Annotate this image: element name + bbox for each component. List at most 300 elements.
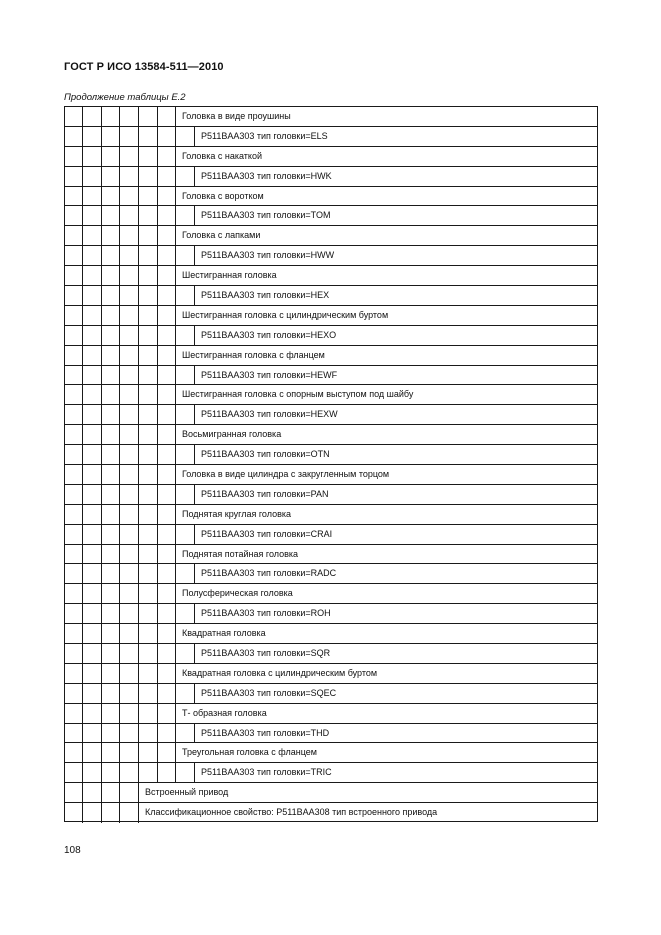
table-rule [101,563,102,584]
table-rule [101,245,102,266]
table-rule [119,603,120,624]
table-rule [157,504,158,525]
table-rule [64,205,598,206]
table-rule [157,265,158,286]
table-row-text: Шестигранная головка с цилиндрическим буртом [182,309,389,320]
table-rule [101,186,102,207]
table-rule [157,424,158,445]
table-rule [157,444,158,465]
table-rule [138,384,139,405]
classification-table [64,106,598,822]
table-row-text: P511BAA303 тип головки=RADC [201,568,337,579]
table-rule [101,643,102,664]
table-rule [82,365,83,386]
table-rule [157,404,158,425]
table-rule [119,484,120,505]
table-rule [64,504,598,505]
table-rule [175,643,176,664]
table-rule [157,563,158,584]
table-rule [157,742,158,763]
table-rule [119,623,120,644]
table-rule [175,544,176,565]
table-rule [157,285,158,306]
table-rule [157,106,158,127]
table-rule [82,384,83,405]
table-rule [175,464,176,485]
table-rule [194,524,195,545]
table-rule [119,703,120,724]
table-rule [175,305,176,326]
table-row-text: Классификационное свойство: P511BAA308 тип встроенного привода [145,807,438,818]
table-row-text: P511BAA303 тип головки=HEWF [201,369,338,380]
table-rule [138,265,139,286]
table-rule [64,802,598,803]
table-rule [82,782,83,803]
table-rule [175,106,176,127]
table-rule [157,663,158,684]
table-rule [101,166,102,187]
table-rule [175,126,176,147]
table-rule [64,762,598,763]
table-rule [175,186,176,207]
table-rule [64,424,598,425]
table-rule [138,742,139,763]
table-rule [101,762,102,783]
table-rule [175,245,176,266]
table-rule [119,365,120,386]
table-rule [138,802,139,823]
table-rule [175,285,176,306]
table-rule [82,345,83,366]
table-rule [64,225,598,226]
table-rule [194,404,195,425]
table-rule [157,225,158,246]
table-rule [64,703,598,704]
table-rule [138,683,139,704]
table-row-text: Треугольная головка с фланцем [182,747,317,758]
table-rule [64,544,598,545]
table-rule [82,245,83,266]
table-rule [175,205,176,226]
table-rule [138,623,139,644]
table-rule [119,404,120,425]
table-row-text: Восьмигранная головка [182,429,282,440]
table-rule [138,464,139,485]
table-rule [82,723,83,744]
table-rule [175,663,176,684]
table-rule [119,285,120,306]
table-rule [101,325,102,346]
table-row-text: P511BAA303 тип головки=TRIC [201,767,332,778]
table-row-text: P511BAA303 тип головки=HEXO [201,329,337,340]
table-rule [157,524,158,545]
table-rule [119,205,120,226]
table-rule [119,583,120,604]
table-rule [119,126,120,147]
table-rule [64,305,598,306]
table-rule [138,126,139,147]
page-number: 108 [64,845,81,856]
table-row-text: Головка с воротком [182,190,264,201]
table-rule [101,126,102,147]
table-rule [157,762,158,783]
table-rule [138,345,139,366]
table-rule [64,583,598,584]
table-rule [119,186,120,207]
table-row-text: P511BAA303 тип головки=TOM [201,210,331,221]
table-rule [64,126,598,127]
table-rule [157,345,158,366]
table-rule [157,384,158,405]
table-rule [157,464,158,485]
table-rule [64,643,598,644]
table-rule [64,384,598,385]
table-row-text: Т- образная головка [182,707,267,718]
table-rule [82,285,83,306]
table-rule [119,106,120,127]
table-rule [175,225,176,246]
table-rule [138,225,139,246]
table-rule [82,603,83,624]
table-rule [175,504,176,525]
table-rule [119,345,120,366]
table-rule [119,742,120,763]
table-rule [64,723,598,724]
table-row-text: P511BAA303 тип головки=THD [201,727,330,738]
table-rule [82,663,83,684]
table-row-text: P511BAA303 тип головки=SQEC [201,687,337,698]
table-rule [157,623,158,644]
table-rule [175,583,176,604]
table-rule [64,345,598,346]
table-rule [101,305,102,326]
table-row-text: Поднятая потайная головка [182,548,299,559]
table-rule [119,464,120,485]
table-rule [101,544,102,565]
table-row-text: Шестигранная головка [182,270,277,281]
table-rule [64,742,598,743]
table-rule [175,603,176,624]
table-rule [82,464,83,485]
table-rule [175,762,176,783]
table-rule [64,524,598,525]
document-header: ГОСТ Р ИСО 13584-511—2010 [64,61,224,73]
table-rule [64,186,598,187]
table-row-text: P511BAA303 тип головки=HEXW [201,409,338,420]
table-row-text: Головка с лапками [182,230,261,241]
table-rule [138,106,139,127]
table-rule [82,325,83,346]
table-row-text: Поднятая круглая головка [182,508,292,519]
table-row-text: Встроенный привод [145,787,229,798]
table-rule [138,723,139,744]
table-caption: Продолжение таблицы Е.2 [64,92,186,103]
table-rule [82,742,83,763]
table-rule [157,603,158,624]
table-rule [82,424,83,445]
table-rule [101,384,102,405]
table-rule [82,802,83,823]
table-rule [101,444,102,465]
table-rule [138,643,139,664]
table-rule [157,484,158,505]
table-rule [157,643,158,664]
table-rule [175,703,176,724]
table-rule [157,723,158,744]
table-rule [101,345,102,366]
table-rule [101,742,102,763]
table-rule [82,683,83,704]
table-rule [119,802,120,823]
table-rule [119,762,120,783]
table-rule [64,623,598,624]
table-rule [138,365,139,386]
table-rule [138,563,139,584]
table-rule [157,126,158,147]
table-rule [194,444,195,465]
table-row-text: P511BAA303 тип головки=ROH [201,608,331,619]
table-rule [194,205,195,226]
table-rule [82,225,83,246]
table-row-text: P511BAA303 тип головки=ELS [201,130,328,141]
table-rule [101,365,102,386]
table-rule [138,544,139,565]
table-rule [157,245,158,266]
table-rule [64,285,598,286]
table-rule [119,524,120,545]
table-rule [194,723,195,744]
table-rule [64,146,598,147]
table-rule [64,404,598,405]
table-rule [82,305,83,326]
table-rule [138,524,139,545]
table-rule [119,384,120,405]
table-rule [194,285,195,306]
table-rule [138,444,139,465]
table-rule [138,782,139,803]
table-rule [138,166,139,187]
table-rule [101,782,102,803]
table-rule [175,384,176,405]
table-rule [157,166,158,187]
table-rule [64,484,598,485]
table-rule [157,683,158,704]
table-rule [119,225,120,246]
table-row-text: P511BAA303 тип головки=HWK [201,170,332,181]
table-rule [82,484,83,505]
table-rule [175,563,176,584]
table-rule [157,186,158,207]
table-row-text: Шестигранная головка с опорным выступом под шайбу [182,389,414,400]
table-rule [175,723,176,744]
table-rule [101,404,102,425]
table-rule [119,265,120,286]
table-rule [194,126,195,147]
table-rule [64,444,598,445]
table-rule [175,444,176,465]
table-rule [82,106,83,127]
table-rule [64,563,598,564]
table-row-text: Головка в виде проушины [182,110,291,121]
table-row-text: Полусферическая головка [182,588,293,599]
table-row-text: P511BAA303 тип головки=CRAI [201,528,333,539]
table-rule [101,802,102,823]
table-rule [101,663,102,684]
table-rule [119,663,120,684]
table-row-text: P511BAA303 тип головки=PAN [201,488,329,499]
table-rule [138,603,139,624]
table-rule [175,146,176,167]
table-rule [101,524,102,545]
table-rule [64,683,598,684]
table-rule [138,305,139,326]
table-rule [82,404,83,425]
table-rule [138,186,139,207]
table-rule [138,703,139,724]
table-rule [82,126,83,147]
table-rule [64,663,598,664]
table-rule [175,404,176,425]
table-rule [138,583,139,604]
table-rule [119,325,120,346]
table-rule [138,245,139,266]
table-rule [175,683,176,704]
table-rule [101,603,102,624]
table-rule [119,782,120,803]
table-rule [101,225,102,246]
table-rule [194,643,195,664]
table-rule [119,146,120,167]
table-rule [82,583,83,604]
table-rule [175,484,176,505]
table-rule [157,365,158,386]
table-rule [175,265,176,286]
table-rule [101,205,102,226]
table-rule [138,325,139,346]
table-rule [157,703,158,724]
table-rule [157,583,158,604]
table-rule [119,723,120,744]
table-rule [101,623,102,644]
table-rule [101,504,102,525]
table-rule [82,504,83,525]
table-rule [157,205,158,226]
table-rule [119,683,120,704]
table-rule [138,404,139,425]
table-rule [64,245,598,246]
table-rule [194,245,195,266]
table-rule [82,762,83,783]
table-row-text: Головка в виде цилиндра с закругленным торцом [182,468,390,479]
table-rule [194,365,195,386]
table-rule [138,504,139,525]
table-rule [194,484,195,505]
table-rule [101,683,102,704]
table-rule [82,444,83,465]
table-rule [64,603,598,604]
table-row-text: P511BAA303 тип головки=HEX [201,289,330,300]
table-rule [138,762,139,783]
table-rule [119,424,120,445]
table-rule [138,424,139,445]
table-row-text: P511BAA303 тип головки=HWW [201,250,335,261]
table-rule [101,265,102,286]
table-rule [119,305,120,326]
table-rule [119,504,120,525]
table-rule [64,821,598,822]
table-row-text: P511BAA303 тип головки=OTN [201,449,330,460]
table-rule [64,782,598,783]
table-rule [101,424,102,445]
table-rule [101,583,102,604]
table-rule [119,563,120,584]
table-rule [194,166,195,187]
table-rule [175,325,176,346]
table-rule [101,484,102,505]
table-rule [82,643,83,664]
table-rule [82,166,83,187]
table-rule [175,742,176,763]
table-row-text: Квадратная головка [182,628,266,639]
table-rule [82,563,83,584]
table-rule [64,265,598,266]
table-rule [119,245,120,266]
table-rule [138,663,139,684]
table-row-text: Головка с накаткой [182,150,262,161]
table-rule [194,603,195,624]
table-rule [64,106,598,107]
table-rule [138,205,139,226]
table-rule [157,544,158,565]
table-rule [101,146,102,167]
table-rule [194,762,195,783]
table-rule [138,484,139,505]
table-rule [175,623,176,644]
table-rule [82,205,83,226]
table-rule [64,325,598,326]
table-row-text: Шестигранная головка с фланцем [182,349,325,360]
table-rule [82,265,83,286]
table-rule [82,623,83,644]
table-rule [157,305,158,326]
table-rule [82,524,83,545]
table-rule [64,464,598,465]
table-rule [175,365,176,386]
table-rule [64,365,598,366]
table-rule [175,524,176,545]
table-rule [101,723,102,744]
table-rule [138,285,139,306]
table-rule [82,544,83,565]
table-rule [119,643,120,664]
table-rule [119,444,120,465]
table-rule [175,345,176,366]
table-rule [101,285,102,306]
table-rule [101,703,102,724]
table-rule [119,544,120,565]
table-rule [101,106,102,127]
table-rule [82,703,83,724]
table-rule [101,464,102,485]
table-rule [64,166,598,167]
table-row-text: Квадратная головка с цилиндрическим буртом [182,667,378,678]
table-row-text: P511BAA303 тип головки=SQR [201,647,331,658]
table-rule [194,325,195,346]
table-rule [157,325,158,346]
table-rule [82,146,83,167]
table-rule [157,146,158,167]
table-rule [194,683,195,704]
